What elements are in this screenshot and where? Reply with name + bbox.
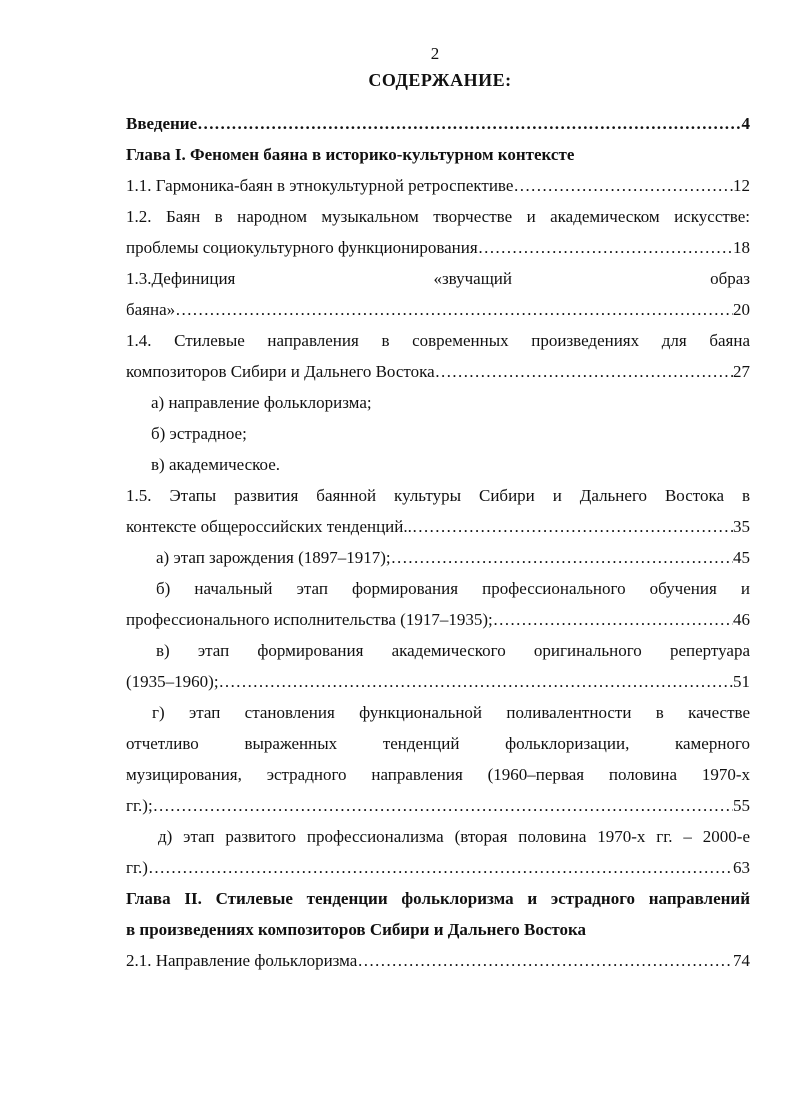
toc-entry-1-5-d-line3[interactable]: музицирования, эстрадного направления (1960–первая половина 1970-х	[126, 765, 750, 784]
chapter-2-heading-line2[interactable]: в произведениях композиторов Сибири и Дальнего Востока	[126, 920, 587, 939]
toc-entry-1-1[interactable]: 1.1. Гармоника-баян в этнокультурной ретроспективе …………………………………………………………………………………………………………………………………………………………………………………………… 12	[126, 170, 750, 201]
toc-entry-1-5-c-line2[interactable]: (1935–1960); …………………………………………………………………………………………………………………………………………………………………………………………… 51	[126, 666, 750, 697]
toc-page-number: 18	[733, 238, 750, 257]
dot-leader	[153, 790, 733, 821]
toc-entry-1-5-d-line4[interactable]: гг.); …………………………………………………………………………………………………………………………………………………………………………………………… 55	[126, 790, 750, 821]
toc-entry-intro[interactable]: Введение …………………………………………………………………………………………………………………………………………………………………………………………… 4	[126, 108, 750, 139]
toc-page-number: 4	[741, 114, 750, 133]
toc-page-number: 63	[733, 858, 750, 877]
toc-entry-1-5-b-line2[interactable]: профессионального исполнительства (1917–1935); …………………………………………………………………………………………………………………………………………………………………………………………… 46	[126, 604, 750, 635]
toc-entry-1-5-line1[interactable]: 1.5. Этапы развития баянной культуры Сибири и Дальнего Востока в	[126, 486, 750, 505]
table-of-contents	[126, 108, 750, 976]
page-title: СОДЕРЖАНИЕ:	[368, 70, 512, 90]
toc-entry-1-5-d-line1[interactable]: г) этап становления функциональной поливалентности в качестве	[152, 703, 750, 722]
dot-leader	[175, 294, 733, 325]
toc-subitem-1-4-c: в) академическое.	[151, 455, 281, 474]
page-number: 2	[430, 44, 440, 63]
toc-entry-1-5-c-line1[interactable]: в) этап формирования академического оригинального репертуара	[156, 641, 750, 660]
dot-leader	[478, 232, 733, 263]
toc-page-number: 20	[733, 300, 750, 319]
toc-page-number: 35	[733, 517, 750, 536]
toc-page-number: 74	[733, 951, 750, 970]
dot-leader	[391, 542, 733, 573]
toc-entry-1-5-b-line1[interactable]: б) начальный этап формирования профессионального обучения и	[156, 579, 750, 598]
toc-entry-1-3-line2[interactable]: баяна» …………………………………………………………………………………………………………………………………………………………………………………………… 20	[126, 294, 750, 325]
dot-leader	[435, 356, 733, 387]
toc-entry-1-2-line2[interactable]: проблемы социокультурного функционирования …………………………………………………………………………………………………………………………………………………………………………………………… 18	[126, 232, 750, 263]
dot-leader	[219, 666, 733, 697]
toc-page-number: 55	[733, 796, 750, 815]
toc-entry-1-5-e-line2[interactable]: гг.) …………………………………………………………………………………………………………………………………………………………………………………………… 63	[126, 852, 750, 883]
toc-entry-1-5-a[interactable]: а) этап зарождения (1897–1917); …………………………………………………………………………………………………………………………………………………………………………………………… 45	[126, 542, 750, 573]
toc-entry-1-5-d-line2[interactable]: отчетливо выраженных тенденций фольклоризации, камерного	[126, 734, 750, 753]
dot-leader	[513, 170, 733, 201]
dot-leader	[197, 108, 741, 139]
toc-entry-1-4-line2[interactable]: композиторов Сибири и Дальнего Востока …………………………………………………………………………………………………………………………………………………………………………………………… 27	[126, 356, 750, 387]
dot-leader	[148, 852, 733, 883]
toc-page-number: 46	[733, 610, 750, 629]
toc-page-number: 51	[733, 672, 750, 691]
chapter-1-heading[interactable]: Глава I. Феномен баяна в историко-культурном контексте	[126, 145, 575, 164]
toc-entry-1-5-e-line1[interactable]: д) этап развитого профессионализма (вторая половина 1970-х гг. – 2000-е	[158, 827, 750, 846]
dot-leader	[357, 945, 733, 976]
toc-subitem-1-4-a: а) направление фольклоризма;	[151, 393, 372, 412]
chapter-2-heading-line1[interactable]: Глава II. Стилевые тенденции фольклоризма и эстрадного направлений	[126, 889, 750, 908]
dot-leader	[412, 511, 733, 542]
toc-page-number: 45	[733, 548, 750, 567]
dot-leader	[493, 604, 733, 635]
toc-entry-1-2-line1[interactable]: 1.2. Баян в народном музыкальном творчестве и академическом искусстве:	[126, 207, 750, 226]
toc-entry-1-5-line2[interactable]: контексте общероссийских тенденций.. …………………………………………………………………………………………………………………………………………………………………………………………… 35	[126, 511, 750, 542]
toc-page-number: 12	[733, 176, 750, 195]
toc-entry-1-4-line1[interactable]: 1.4. Стилевые направления в современных произведениях для баяна	[126, 331, 750, 350]
toc-subitem-1-4-b: б) эстрадное;	[151, 424, 247, 443]
toc-page-number: 27	[733, 362, 750, 381]
toc-entry-1-3-line1[interactable]: 1.3.Дефиниция «звучащий образ	[126, 269, 750, 288]
toc-entry-2-1[interactable]: 2.1. Направление фольклоризма …………………………………………………………………………………………………………………………………………………………………………………………… 74	[126, 945, 750, 976]
